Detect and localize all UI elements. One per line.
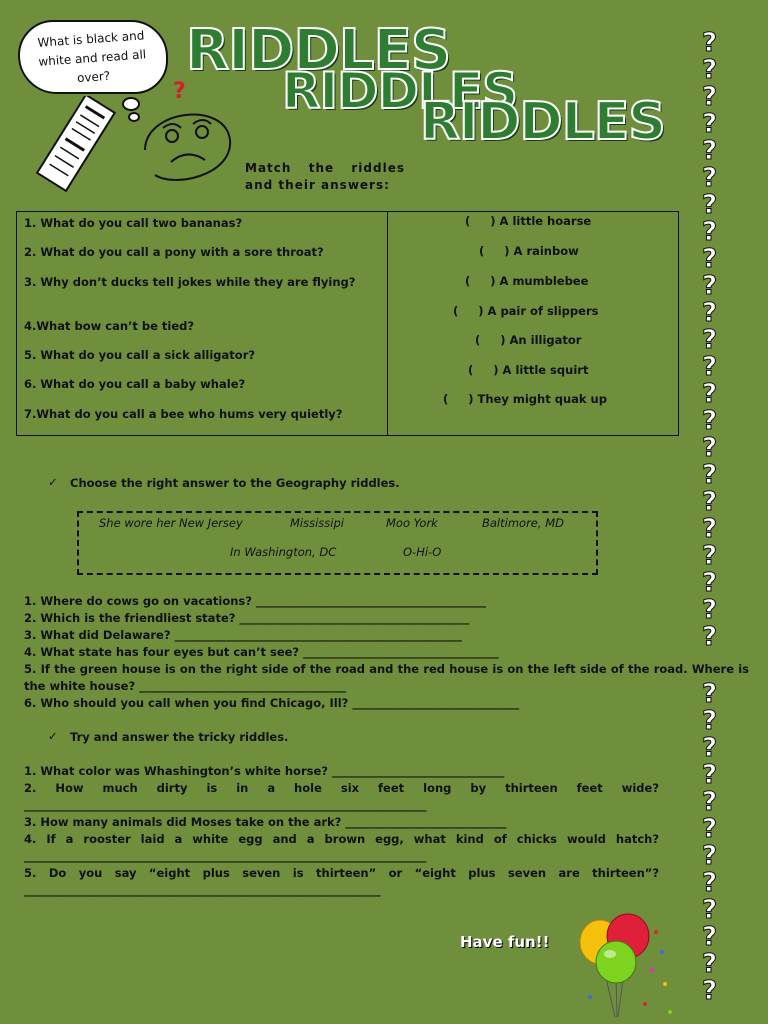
bubble-text: What is black and white and read all over?	[37, 28, 147, 86]
geography-question: 4. What state has four eyes but can’t see? __________________________________	[24, 645, 499, 659]
question-mark-icon: ?	[702, 190, 718, 220]
geography-question: 2. Which is the friendliest state? ________________________________________	[24, 611, 470, 625]
question-mark-icon: ?	[702, 163, 718, 193]
riddle-question: 4.What bow can’t be tied?	[24, 319, 195, 333]
question-mark-icon: ?	[702, 760, 718, 790]
riddle-answer: ( ) A little hoarse	[465, 214, 592, 228]
check-icon: ✓	[48, 729, 58, 743]
question-mark-icon: ?	[702, 433, 718, 463]
geography-option: Moo York	[386, 516, 438, 530]
geography-option: Baltimore, MD	[482, 516, 564, 530]
riddle-answer: ( ) A pair of slippers	[453, 304, 599, 318]
question-mark-icon: ?	[702, 841, 718, 871]
question-mark-icon: ?	[702, 487, 718, 517]
balloons-icon	[570, 912, 688, 1024]
tricky-question: 1. What color was Whashington’s white horse? ______________________________	[24, 764, 505, 778]
question-mark-icon: ?	[702, 244, 718, 274]
question-mark-icon: ?	[702, 82, 718, 112]
question-mark-icon: ?	[702, 541, 718, 571]
riddle-question: 5. What do you call a sick alligator?	[24, 348, 256, 362]
question-mark-icon: ?	[702, 406, 718, 436]
geography-option: O-Hi-O	[403, 545, 442, 559]
geography-question: 1. Where do cows go on vacations? ________________________________________	[24, 594, 486, 608]
title-riddles-1: RIDDLES	[186, 18, 451, 83]
question-mark-icon: ?	[702, 895, 718, 925]
question-mark-icon: ?	[702, 787, 718, 817]
geography-option: In Washington, DC	[230, 545, 337, 559]
newspaper-icon	[36, 96, 126, 196]
confused-face-icon	[115, 80, 240, 190]
question-mark-icon: ?	[702, 460, 718, 490]
question-mark-icon: ?	[702, 352, 718, 382]
geography-options-box	[77, 511, 598, 575]
question-mark-icon: ?	[702, 868, 718, 898]
question-mark-icon: ?	[702, 949, 718, 979]
have-fun-text: Have fun!!	[460, 933, 550, 951]
riddle-question: 7.What do you call a bee who hums very quietly?	[24, 407, 343, 421]
riddle-question: 1. What do you call two bananas?	[24, 216, 243, 230]
question-mark-icon: ?	[702, 706, 718, 736]
question-mark-icon: ?	[702, 136, 718, 166]
question-mark-icon: ?	[702, 595, 718, 625]
question-mark-icon: ?	[702, 325, 718, 355]
riddle-answer: ( ) A rainbow	[479, 244, 579, 258]
match-table	[16, 211, 679, 436]
question-mark-icon: ?	[702, 733, 718, 763]
geography-option: She wore her New Jersey	[99, 516, 243, 530]
riddle-question: 6. What do you call a baby whale?	[24, 377, 246, 391]
question-mark-icon: ?	[702, 922, 718, 952]
geography-question: 6. Who should you call when you find Chicago, Ill? _____________________________	[24, 696, 520, 710]
table-divider	[387, 212, 388, 435]
riddle-answer: ( ) A little squirt	[468, 363, 589, 377]
question-mark-icon: ?	[702, 976, 718, 1006]
riddle-answer: ( ) A mumblebee	[465, 274, 589, 288]
question-mark-icon: ?	[702, 679, 718, 709]
question-mark-icon: ?	[702, 379, 718, 409]
question-mark-icon: ?	[702, 55, 718, 85]
question-mark-icon: ?	[702, 568, 718, 598]
question-mark-icon: ?	[702, 217, 718, 247]
riddle-answer: ( ) An illigator	[475, 333, 582, 347]
tricky-question: 4. If a rooster laid a white egg and a brown egg, what kind of chicks would hatch? ______________________________________________________________________	[24, 832, 664, 863]
riddle-question: 3. Why don’t ducks tell jokes while they are flying?	[24, 275, 356, 289]
geography-question: 5. If the green house is on the right side of the road and the red house is on the left side of the road. Where is the white house? ____________________________________	[24, 662, 754, 693]
riddle-answer: ( ) They might quak up	[443, 392, 607, 406]
tricky-question: 3. How many animals did Moses take on the ark? ____________________________	[24, 815, 507, 829]
check-icon: ✓	[48, 475, 58, 489]
tricky-question: 5. Do you say “eight plus seven is thirteen” or “eight plus seven are thirteen”? ______________________________________________________________	[24, 866, 664, 897]
tricky-question: 2. How much dirty is in a hole six feet long by thirteen feet wide? ______________________________________________________________________	[24, 781, 664, 812]
question-mark-icon: ?	[702, 109, 718, 139]
question-mark-icon: ?	[702, 28, 718, 58]
title-riddles-3: RIDDLES	[420, 92, 665, 152]
question-mark-icon: ?	[702, 298, 718, 328]
geography-instruction: Choose the right answer to the Geography riddles.	[70, 476, 400, 490]
geography-option: Mississipi	[290, 516, 344, 530]
tricky-instruction: Try and answer the tricky riddles.	[70, 730, 289, 744]
geography-question: 3. What did Delaware? __________________________________________________	[24, 628, 462, 642]
question-mark-icon: ?	[702, 514, 718, 544]
match-instructions: Match the riddles and their answers:	[245, 161, 405, 192]
title-riddles-2: RIDDLES	[282, 62, 518, 120]
riddle-question: 2. What do you call a pony with a sore throat?	[24, 245, 324, 259]
question-mark-icon: ?	[702, 271, 718, 301]
question-mark-icon: ?	[702, 622, 718, 652]
svg-text:?: ?	[173, 80, 186, 104]
question-mark-icon: ?	[702, 814, 718, 844]
